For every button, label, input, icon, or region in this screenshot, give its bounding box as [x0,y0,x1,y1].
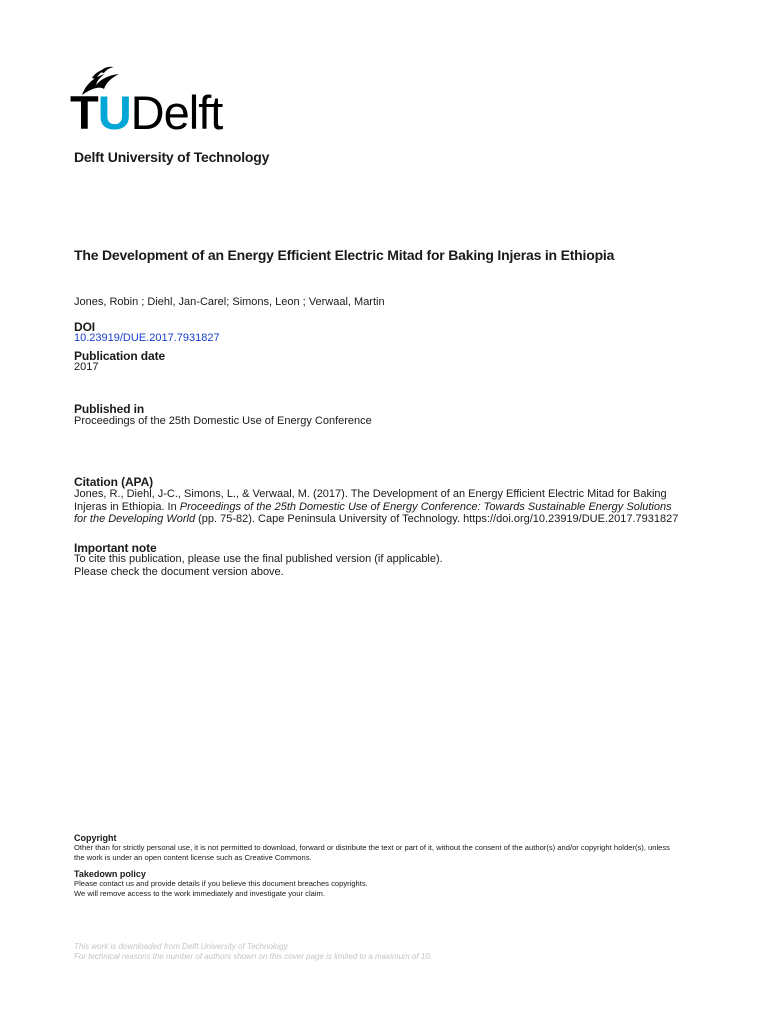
publication-date-label: Publication date [74,349,166,363]
takedown-line-2: We will remove access to the work immediately and investigate your claim. [74,889,325,898]
takedown-policy-text [74,879,674,899]
takedown-policy-label: Takedown policy [74,869,146,879]
authors: Jones, Robin ; Diehl, Jan-Carel; Simons, Leon ; Verwaal, Martin [74,296,385,308]
logo-letter-t: T [70,86,98,139]
logo-wordmark [70,88,222,138]
citation-part-2: (pp. 75-82). Cape Peninsula University of Technology. https://doi.org/10.23919/DUE.2017.7931827 [195,513,679,526]
copyright-label: Copyright [74,833,117,843]
important-note-line-2: Please check the document version above. [74,565,284,578]
doi-label: DOI [74,320,96,334]
published-in-label: Published in [74,402,145,416]
important-note-text [74,553,443,578]
citation-part-1: Jones, R., Diehl, J-C., Simons, L., & Verwaal, M. (2017). The Development of an Energy Efficient Electric Mitad for Baking Injeras in Ethiopia. In [74,488,667,513]
tu-delft-logo [70,66,270,138]
logo-word-delft: Delft [130,86,223,139]
citation-text [74,488,686,526]
copyright-text: Other than for strictly personal use, it is not permitted to download, forward or distribute the text or part of it, without the consent of the author(s) and/or copyright holder(s), unless the work is under an open content license such as Creative Commons. [74,843,670,862]
citation-proceedings-title: Proceedings of the 25th Domestic Use of Energy Conference: Towards Sustainable Energy Solutions for the Developing World [74,500,672,526]
download-notice [74,942,674,962]
citation-label: Citation (APA) [74,475,154,489]
published-in-value: Proceedings of the 25th Domestic Use of Energy Conference [74,415,372,427]
doi-link[interactable]: 10.23919/DUE.2017.7931827 [74,332,220,344]
download-notice-line-2: For technical reasons the number of authors shown on this cover page is limited to a maximum of 10. [74,952,432,961]
paper-title: The Development of an Energy Efficient Electric Mitad for Baking Injeras in Ethiopia [74,247,615,263]
university-name: Delft University of Technology [74,149,270,165]
takedown-line-1: Please contact us and provide details if you believe this document breaches copyrights. [74,879,368,888]
logo-letter-u: U [97,86,131,139]
download-notice-line-1: This work is downloaded from Delft University of Technology. [74,942,290,951]
important-note-line-1: To cite this publication, please use the final published version (if applicable). [74,553,443,565]
publication-date-value: 2017 [74,361,99,373]
important-note-label: Important note [74,541,157,555]
